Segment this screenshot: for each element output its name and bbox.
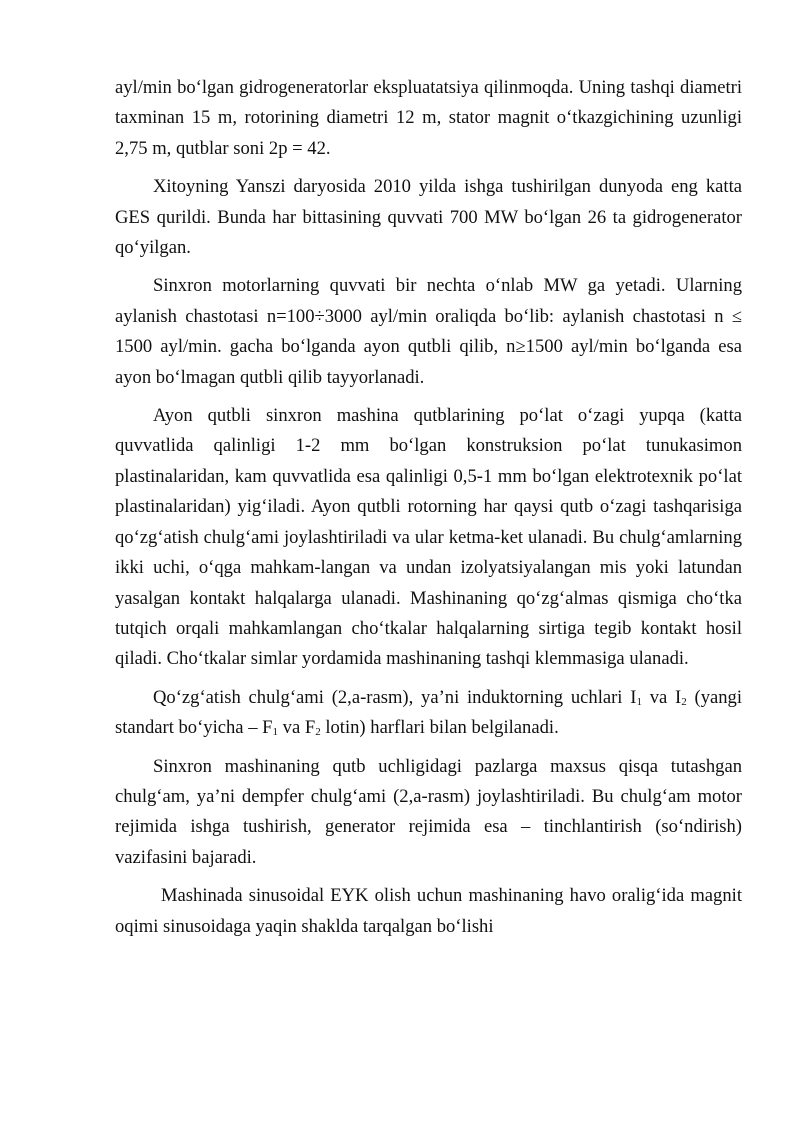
paragraph-sinusoidal-emf: Mashinada sinusoidal EYK olish uchun mashinaning havo oraligʻida magnit oqimi sinusoidaga yaqin shaklda tarqalgan boʻlishi — [115, 885, 742, 937]
paragraph-damper-winding: Sinxron mashinaning qutb uchligidagi pazlarga maxsus qisqa tutashgan chulgʻam, yaʼni dempfer chulgʻami (2,a-rasm) joylashtiriladi. Bu chulgʻam motor rejimida ishga tushirish, generator rejimida esa – tinchlantirish (soʻndirish) vazifasini bajaradi. — [115, 755, 742, 868]
paragraph-gidrogenerator-specs: ayl/min boʻlgan gidrogeneratorlar ekspluatatsiya qilinmoqda. Uning tashqi diametri taxminan 15 m, rotorining diametri 12 m, stator magnit oʻtkazgichining uzunligi 2,75 m, qutblar soni 2p = 42. — [115, 77, 742, 159]
document-page — [115, 73, 742, 950]
paragraph-excitation-winding-terminals: Qoʻzgʻatish chulgʻami (2,a-rasm), yaʼni induktorning uchlari $I_1$ va $I_2$ (yangi standart boʻyicha – $F_1$ va $F_2$ lotin) harflari bilan belgilanadi. — [115, 686, 743, 739]
paragraph-yangtze-ges: Xitoyning Yanszi daryosida 2010 yilda ishga tushirilgan dunyoda eng katta GES qurildi. Bunda har bittasining quvvati 700 MW boʻlgan 26 ta gidrogenerator qoʻyilgan. — [115, 176, 742, 259]
paragraph-synchronous-motor-power: Sinxron motorlarning quvvati bir nechta oʻnlab MW ga yetadi. Ularning aylanish chastotasi n=100÷3000 ayl/min oraliqda boʻlib: aylanish chastotasi n ≤ 1500 ayl/min. gacha boʻlganda ayon qutbli qilib, n≥1500 ayl/min boʻlganda esa ayon boʻlmagan qutbli qilib tayyorlanadi. — [115, 275, 742, 388]
paragraph-salient-pole-construction: Ayon qutbli sinxron mashina qutblarining poʻlat oʻzagi yupqa (katta quvvatlida qalinligi 1-2 mm boʻlgan konstruksion poʻlat tunukasimon plastinalaridan, kam quvvatlida esa qalinligi 0,5-1 mm boʻlgan elektrotexnik poʻlat plastinalaridan) yigʻiladi. Ayon qutbli rotorning har qaysi qutb oʻzagi tashqarisiga qoʻzgʻatish chulgʻami joylashtiriladi va ular ketma-ket ulanadi. Bu chulgʻamlarning ikki uchi, oʻqga mahkam-langan va undan izolyatsiyalangan mis yoki latundan yasalgan kontakt halqalarga ulanadi. Mashinaning qoʻzgʻalmas qismiga choʻtka tutqich orqali mahkamlangan choʻtkalar halqalarning sirtiga tegib kontakt hosil qiladi. Choʻtkalar simlar yordamida mashinaning tashqi klemmasiga ulanadi. — [115, 405, 742, 670]
